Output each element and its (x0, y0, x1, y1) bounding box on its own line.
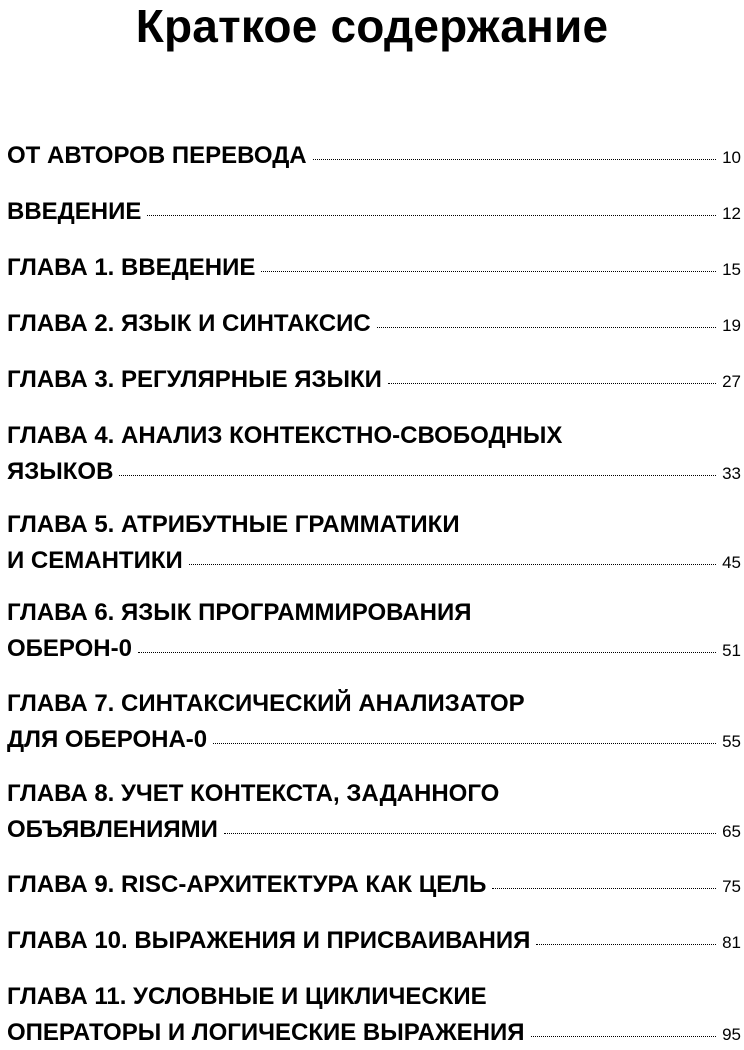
toc-entry[interactable] (7, 309, 741, 339)
toc-entry-title: ГЛАВА 5. АТРИБУТНЫЕ ГРАММАТИКИ (7, 511, 460, 538)
toc-page-number: 95 (722, 1025, 741, 1044)
toc-entry[interactable] (7, 598, 741, 664)
toc-entry-title-continued: ОБЕРОН-0 (7, 635, 132, 662)
toc-entry[interactable] (7, 253, 741, 283)
toc-entry[interactable] (7, 982, 741, 1048)
toc-entry[interactable] (7, 365, 741, 395)
toc-entry-title: ВВЕДЕНИЕ (7, 198, 142, 225)
toc-page-number: 55 (722, 732, 741, 751)
toc-page-number: 45 (722, 553, 741, 572)
dot-leader (531, 1036, 717, 1037)
toc-entry-title: ГЛАВА 4. АНАЛИЗ КОНТЕКСТНО-СВОБОДНЫХ (7, 422, 563, 449)
toc-page-number: 33 (722, 464, 741, 483)
toc-entry-title-continued: ДЛЯ ОБЕРОНА-0 (7, 726, 208, 753)
toc-entry-title: ГЛАВА 7. СИНТАКСИЧЕСКИЙ АНАЛИЗАТОР (7, 690, 525, 717)
toc-entry-title: ГЛАВА 9. RISC-АРХИТЕКТУРА КАК ЦЕЛЬ (7, 871, 487, 898)
dot-leader (313, 159, 716, 160)
dot-leader (536, 944, 716, 945)
toc-entry[interactable] (7, 926, 741, 956)
toc-entry-title: ГЛАВА 8. УЧЕТ КОНТЕКСТА, ЗАДАННОГО (7, 780, 500, 807)
dot-leader (224, 833, 716, 834)
dot-leader (261, 271, 716, 272)
toc-entry-title: ГЛАВА 1. ВВЕДЕНИЕ (7, 254, 256, 281)
toc-entry[interactable] (7, 421, 741, 487)
toc-page-number: 27 (722, 372, 741, 391)
toc-entry[interactable] (7, 141, 741, 171)
toc-entry-title: ОТ АВТОРОВ ПЕРЕВОДА (7, 142, 307, 169)
dot-leader (119, 475, 716, 476)
dot-leader (138, 652, 716, 653)
toc-entry-title-continued: ОПЕРАТОРЫ И ЛОГИЧЕСКИЕ ВЫРАЖЕНИЯ (7, 1019, 525, 1046)
dot-leader (377, 327, 716, 328)
toc-page-number: 81 (722, 933, 741, 952)
toc-entry-title-continued: ОБЪЯВЛЕНИЯМИ (7, 816, 218, 843)
toc-page-number: 10 (722, 148, 741, 167)
toc-entry-title: ГЛАВА 3. РЕГУЛЯРНЫЕ ЯЗЫКИ (7, 366, 382, 393)
toc-page-number: 75 (722, 877, 741, 896)
toc-page-number: 51 (722, 641, 741, 660)
dot-leader (388, 383, 716, 384)
toc-page-number: 15 (722, 260, 741, 279)
toc-entry[interactable] (7, 510, 741, 576)
toc-entry-title: ГЛАВА 2. ЯЗЫК И СИНТАКСИС (7, 310, 371, 337)
dot-leader (492, 888, 716, 889)
toc-page-number: 65 (722, 822, 741, 841)
toc-entry[interactable] (7, 779, 741, 845)
dot-leader (147, 215, 716, 216)
toc-page-number: 19 (722, 316, 741, 335)
toc-entry-title: ГЛАВА 6. ЯЗЫК ПРОГРАММИРОВАНИЯ (7, 599, 472, 626)
dot-leader (189, 564, 716, 565)
dot-leader (213, 743, 716, 744)
toc-entry[interactable] (7, 197, 741, 227)
page-title: Краткое содержание (135, 0, 609, 52)
toc-entry[interactable] (7, 689, 741, 755)
toc-entry-title-continued: И СЕМАНТИКИ (7, 547, 183, 574)
toc-entry-title: ГЛАВА 10. ВЫРАЖЕНИЯ И ПРИСВАИВАНИЯ (7, 927, 531, 954)
toc-entry-title: ГЛАВА 11. УСЛОВНЫЕ И ЦИКЛИЧЕСКИЕ (7, 983, 487, 1010)
toc-entry-title-continued: ЯЗЫКОВ (7, 458, 114, 485)
toc-page-number: 12 (722, 204, 741, 223)
toc-entry[interactable] (7, 870, 741, 900)
